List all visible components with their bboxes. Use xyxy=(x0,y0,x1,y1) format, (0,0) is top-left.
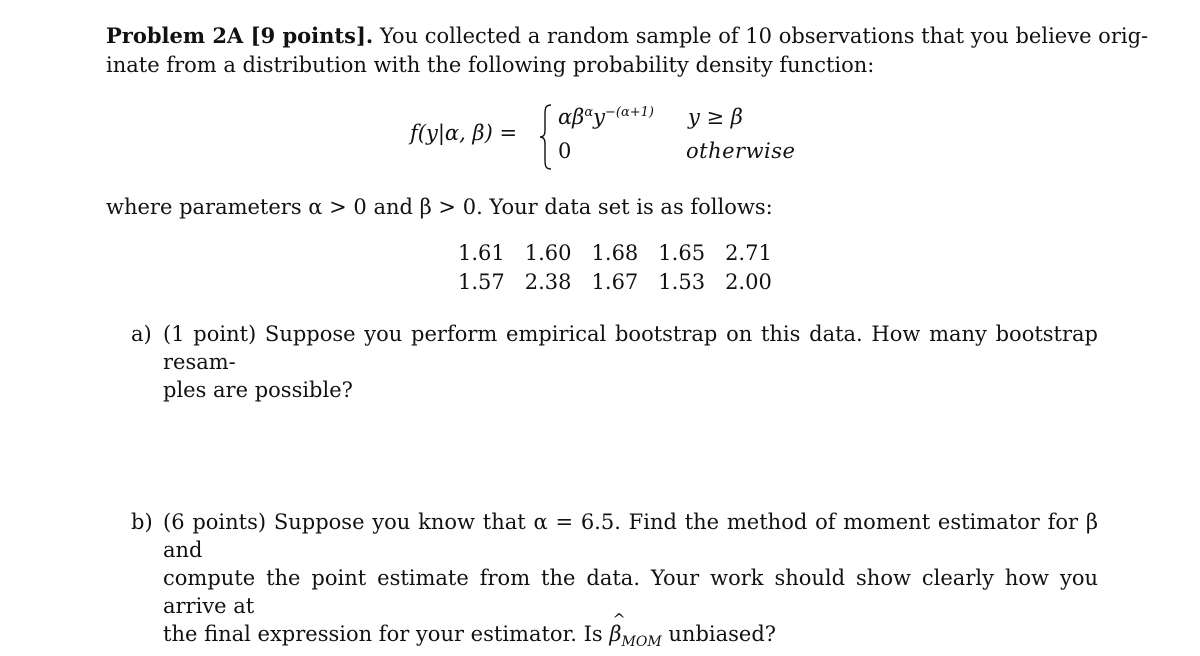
equation-case-2: 0 xyxy=(558,139,572,163)
data-cell: 1.61 xyxy=(458,240,505,265)
data-cell: 1.68 xyxy=(591,240,639,265)
part-a-line-1: (1 point) Suppose you perform empirical bootstrap on this data. How many bootstrap resam- xyxy=(163,322,1098,374)
parameters-text: where parameters α > 0 and β > 0. Your data set is as follows: xyxy=(106,195,773,219)
data-cell: 1.67 xyxy=(591,269,639,294)
problem-intro-line-1 xyxy=(106,22,1148,50)
part-b-label: b) xyxy=(131,510,153,534)
table-row xyxy=(448,238,782,267)
part-b-line-1: (6 points) Suppose you know that α = 6.5. Find the method of moment estimator for β and xyxy=(163,510,1098,562)
data-cell: 1.65 xyxy=(658,240,706,265)
data-cell: 2.38 xyxy=(524,269,572,294)
problem-intro-line-2: inate from a distribution with the following probability density function: xyxy=(106,53,875,77)
part-b-line-2: compute the point estimate from the data. Your work should show clearly how you arrive at xyxy=(163,566,1098,618)
part-a-label: a) xyxy=(131,322,152,346)
data-cell: 1.60 xyxy=(524,240,572,265)
equation-condition-1: y ≥ β xyxy=(688,105,743,129)
problem-title: Problem 2A [9 points]. xyxy=(106,23,374,48)
mom-subscript: MOM xyxy=(621,634,662,650)
part-b-text xyxy=(163,508,1098,656)
equation-case-1: $\alpha\beta^\alpha y^{-(\alpha+1)}$ xyxy=(558,105,654,129)
data-table xyxy=(448,238,782,296)
beta-hat-symbol: ^ β xyxy=(609,620,621,648)
pdf-equation xyxy=(410,103,830,173)
part-a-text xyxy=(163,320,1098,404)
data-cell: 1.57 xyxy=(458,269,505,294)
data-cell: 2.71 xyxy=(725,240,772,265)
equation-lhs: f(y|α, β) = xyxy=(410,121,518,145)
equation-condition-2: otherwise xyxy=(686,139,796,163)
part-b-line-3: the final expression for your estimator. Is ^ $\beta_{MOM}$ unbiased? xyxy=(163,620,1098,656)
left-brace-icon xyxy=(538,103,554,171)
part-a-line-2: ples are possible? xyxy=(163,378,353,402)
problem-intro-text-1: You collected a random sample of 10 observations that you believe orig- xyxy=(379,24,1149,48)
data-cell: 1.53 xyxy=(658,269,706,294)
data-cell: 2.00 xyxy=(725,269,772,294)
table-row xyxy=(448,267,782,296)
